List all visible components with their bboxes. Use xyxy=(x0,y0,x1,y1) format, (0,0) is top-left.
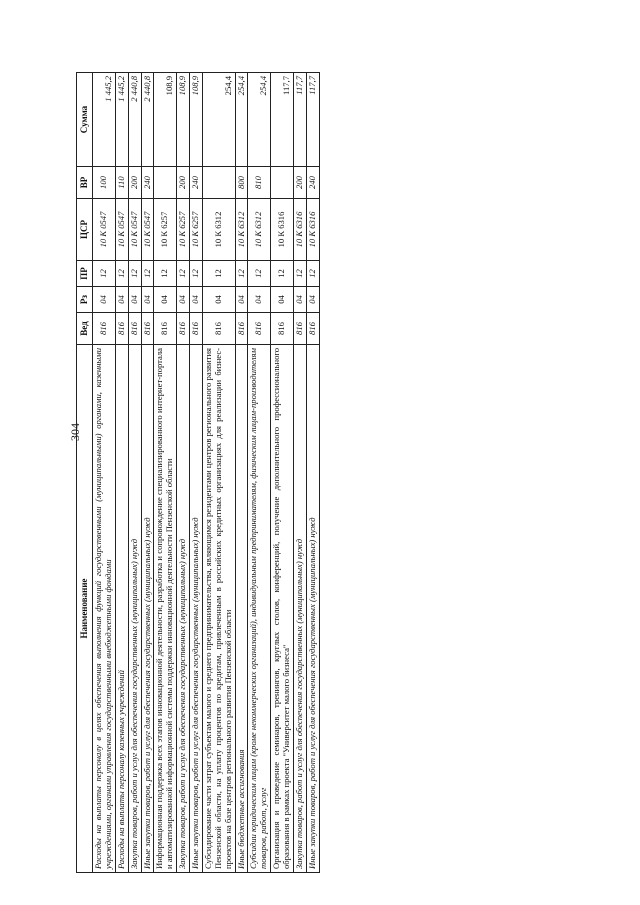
cell-rz: 04 xyxy=(306,287,319,313)
cell-pr: 12 xyxy=(293,261,306,287)
cell-sum: 1 445,2 xyxy=(93,73,116,167)
header-ved: Вед xyxy=(77,313,93,345)
cell-rz: 04 xyxy=(190,287,203,313)
cell-name: Иные закупки товаров, работ и услуг для обеспечения государственных (муниципальных) нужд xyxy=(306,345,319,873)
cell-name: Закупка товаров, работ и услуг для обеспечения государственных (муниципальных) нужд xyxy=(293,345,306,873)
cell-vr xyxy=(202,167,235,199)
table-row xyxy=(128,73,141,873)
cell-vr: 810 xyxy=(248,167,271,199)
cell-ved: 816 xyxy=(202,313,235,345)
cell-name: Закупка товаров, работ и услуг для обеспечения государственных (муниципальных) нужд xyxy=(177,345,190,873)
table-row xyxy=(271,73,294,873)
cell-ved: 816 xyxy=(141,313,154,345)
cell-csr: 10 К 0547 xyxy=(128,199,141,261)
cell-pr: 12 xyxy=(93,261,116,287)
cell-ved: 816 xyxy=(271,313,294,345)
cell-rz: 04 xyxy=(141,287,154,313)
cell-name: Иные закупки товаров, работ и услуг для обеспечения государственных (муниципальных) нужд xyxy=(190,345,203,873)
cell-ved: 816 xyxy=(248,313,271,345)
cell-vr: 240 xyxy=(190,167,203,199)
rotated-table-container xyxy=(76,73,566,873)
cell-csr: 10 К 6316 xyxy=(293,199,306,261)
cell-name: Субсидии юридическим лицам (кроме некоммерческих организаций), индивидуальным предпринимателям, физическим лицам-производителям товаров, работ, услуг xyxy=(248,345,271,873)
cell-rz: 04 xyxy=(235,287,248,313)
budget-table xyxy=(76,72,320,873)
cell-pr: 12 xyxy=(306,261,319,287)
cell-rz: 04 xyxy=(271,287,294,313)
cell-ved: 816 xyxy=(235,313,248,345)
cell-pr: 12 xyxy=(154,261,177,287)
cell-sum: 1 445,2 xyxy=(115,73,128,167)
cell-pr: 12 xyxy=(202,261,235,287)
cell-vr: 200 xyxy=(293,167,306,199)
table-body xyxy=(93,73,320,873)
cell-ved: 816 xyxy=(93,313,116,345)
cell-ved: 816 xyxy=(190,313,203,345)
cell-csr: 10 К 0547 xyxy=(141,199,154,261)
cell-csr: 10 К 6316 xyxy=(271,199,294,261)
cell-vr: 800 xyxy=(235,167,248,199)
cell-rz: 04 xyxy=(93,287,116,313)
cell-csr: 10 К 6316 xyxy=(306,199,319,261)
cell-rz: 04 xyxy=(154,287,177,313)
table-row xyxy=(235,73,248,873)
cell-rz: 04 xyxy=(177,287,190,313)
cell-csr: 10 К 6257 xyxy=(154,199,177,261)
header-pr: ПР xyxy=(77,261,93,287)
cell-sum: 117,7 xyxy=(271,73,294,167)
cell-name: Субсидирование части затрат субъектам малого и среднего предпринимательства, являющимся резидентами центров регионального развития Пензенской области, на уплату процентов по кредитам, привлеченным в российских кредитных организациях для реализации бизнес-проектов на базе центров регионального развития Пензенской области xyxy=(202,345,235,873)
cell-sum: 254,4 xyxy=(248,73,271,167)
cell-rz: 04 xyxy=(115,287,128,313)
cell-sum: 254,4 xyxy=(202,73,235,167)
page-number: 304 xyxy=(68,423,82,441)
cell-name: Расходы на выплаты персоналу казенных учреждений xyxy=(115,345,128,873)
cell-rz: 04 xyxy=(248,287,271,313)
table-row xyxy=(306,73,319,873)
cell-rz: 04 xyxy=(293,287,306,313)
table-row xyxy=(93,73,116,873)
cell-name: Организация и проведение семинаров, тренингов, круглых столов, конференций, получение дополнительного профессионального образования в рамках проекта "Университет малого бизнеса" xyxy=(271,345,294,873)
table-row xyxy=(293,73,306,873)
header-rz: Рз xyxy=(77,287,93,313)
header-sum: Сумма xyxy=(77,73,93,167)
cell-vr: 200 xyxy=(128,167,141,199)
cell-csr: 10 К 6257 xyxy=(190,199,203,261)
table-row xyxy=(248,73,271,873)
cell-sum: 108,9 xyxy=(190,73,203,167)
cell-vr: 240 xyxy=(141,167,154,199)
cell-vr xyxy=(271,167,294,199)
table-row xyxy=(202,73,235,873)
cell-pr: 12 xyxy=(128,261,141,287)
cell-ved: 816 xyxy=(293,313,306,345)
cell-name: Иные закупки товаров, работ и услуг для обеспечения государственных (муниципальных) нужд xyxy=(141,345,154,873)
cell-ved: 816 xyxy=(115,313,128,345)
header-name: Наименование xyxy=(77,345,93,873)
table-row xyxy=(154,73,177,873)
cell-name: Информационная поддержка всех этапов инновационной деятельности, разработка и сопровождение специализированного интернет-портала и автоматизированной информационной системы поддержки инновационной деятельности Пензенской области xyxy=(154,345,177,873)
cell-ved: 816 xyxy=(128,313,141,345)
cell-vr xyxy=(154,167,177,199)
cell-pr: 12 xyxy=(271,261,294,287)
cell-name: Расходы на выплаты персоналу в целях обеспечения выполнения функций государственными (муниципальными) органами, казенными учреждениями, органами управления государственными внебюджетными фондами xyxy=(93,345,116,873)
cell-pr: 12 xyxy=(190,261,203,287)
header-csr: ЦСР xyxy=(77,199,93,261)
cell-ved: 816 xyxy=(306,313,319,345)
cell-sum: 2 440,8 xyxy=(128,73,141,167)
table-header-row xyxy=(77,73,93,873)
cell-csr: 10 К 6312 xyxy=(235,199,248,261)
cell-sum: 108,9 xyxy=(177,73,190,167)
cell-sum: 254,4 xyxy=(235,73,248,167)
cell-pr: 12 xyxy=(141,261,154,287)
table-row xyxy=(190,73,203,873)
cell-ved: 816 xyxy=(177,313,190,345)
cell-sum: 117,7 xyxy=(293,73,306,167)
cell-csr: 10 К 6312 xyxy=(248,199,271,261)
cell-csr: 10 К 0547 xyxy=(93,199,116,261)
cell-sum: 117,7 xyxy=(306,73,319,167)
cell-csr: 10 К 6257 xyxy=(177,199,190,261)
cell-vr: 110 xyxy=(115,167,128,199)
cell-rz: 04 xyxy=(128,287,141,313)
cell-name: Закупка товаров, работ и услуг для обеспечения государственных (муниципальных) нужд xyxy=(128,345,141,873)
cell-vr: 100 xyxy=(93,167,116,199)
cell-pr: 12 xyxy=(115,261,128,287)
table-row xyxy=(115,73,128,873)
cell-pr: 12 xyxy=(235,261,248,287)
cell-csr: 10 К 0547 xyxy=(115,199,128,261)
cell-name: Иные бюджетные ассигнования xyxy=(235,345,248,873)
cell-vr: 240 xyxy=(306,167,319,199)
cell-sum: 2 440,8 xyxy=(141,73,154,167)
cell-csr: 10 К 6312 xyxy=(202,199,235,261)
cell-pr: 12 xyxy=(248,261,271,287)
header-vr: ВР xyxy=(77,167,93,199)
table-row xyxy=(177,73,190,873)
cell-pr: 12 xyxy=(177,261,190,287)
table-row xyxy=(141,73,154,873)
cell-sum: 108,9 xyxy=(154,73,177,167)
cell-rz: 04 xyxy=(202,287,235,313)
cell-vr: 200 xyxy=(177,167,190,199)
cell-ved: 816 xyxy=(154,313,177,345)
